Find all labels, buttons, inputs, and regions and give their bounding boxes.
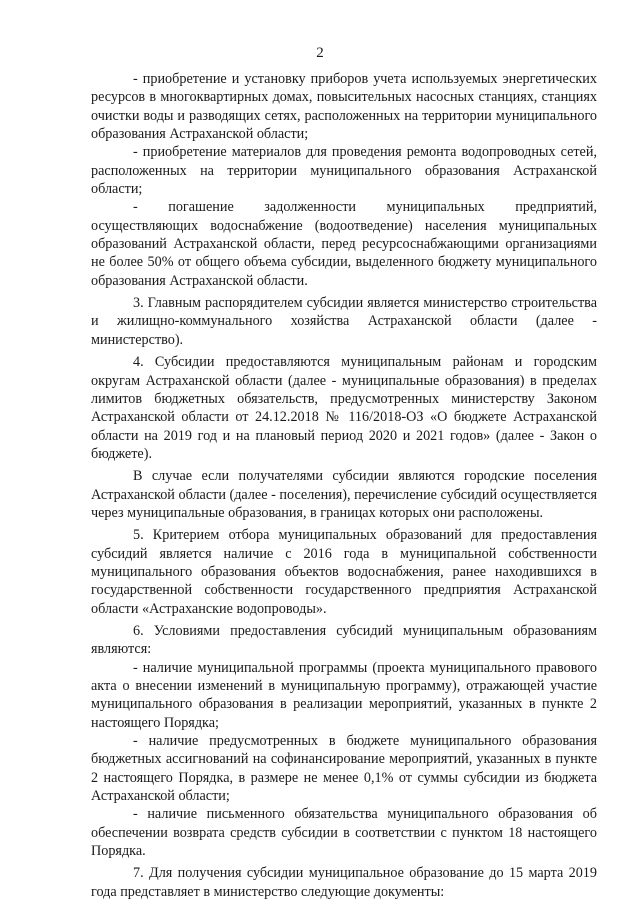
page-number: 2	[316, 45, 324, 61]
paragraph-condition-budget: - наличие предусмотренных в бюджете муниципального образования бюджетных ассигнований на софинансирование мероприятий, указанных в пункте 2 настоящего Порядка, в размере не менее 0,1% от суммы субсидии из бюджета Астраханской области;	[91, 733, 597, 805]
paragraph-item-6: 6. Условиями предоставления субсидий муниципальным образованиям являются:	[91, 622, 597, 658]
paragraph-condition-obligation: - наличие письменного обязательства муниципального образования об обеспечении возврата средств субсидии в соответствии с пунктом 18 настоящего Порядка.	[91, 806, 597, 860]
paragraph-settlements: В случае если получателями субсидии являются городские поселения Астраханской области (далее - поселения), перечисление субсидий осуществляется через муниципальные образования, в границах которых они расположены.	[91, 468, 597, 521]
paragraph-debt-repayment: - погашение задолженности муниципальных предприятий, осуществляющих водоснабжение (водоотведение) населения муниципальных образований Астраханской области, перед ресурсоснабжающими организациями не более 50% от общего объема субсидии, выделенного бюджету муниципального образования Астраханской области.	[91, 199, 597, 289]
paragraph-item-3: 3. Главным распорядителем субсидии является министерство строительства и жилищно-коммунального хозяйства Астраханской области (далее - министерство).	[91, 295, 597, 348]
paragraph-water-network-repair: - приобретение материалов для проведения ремонта водопроводных сетей, расположенных на территории муниципального образования Астраханской области;	[91, 144, 597, 198]
document-body	[91, 70, 597, 901]
paragraph-condition-program: - наличие муниципальной программы (проекта муниципального правового акта о внесении изменений в муниципальную программу), отражающей участие муниципального образования в реализации мероприятий, указанных в пункте 2 настоящего Порядка;	[91, 659, 597, 731]
paragraph-item-4: 4. Субсидии предоставляются муниципальным районам и городским округам Астраханской области (далее - муниципальные образования) в пределах лимитов бюджетных обязательств, предусмотренных министерству Законом Астраханской области от 24.12.2018 № 116/2018-ОЗ «О бюджете Астраханской области на 2019 год и на плановый период 2020 и 2021 годов» (далее - Закон о бюджете).	[91, 354, 597, 462]
paragraph-item-7: 7. Для получения субсидии муниципальное образование до 15 марта 2019 года представляет в министерство следующие документы:	[91, 865, 597, 900]
paragraph-item-5: 5. Критерием отбора муниципальных образований для предоставления субсидий является наличие с 2016 года в муниципальной собственности муниципального образования объектов водоснабжения, ранее находившихся в государственной собственности государственного предприятия Астраханской области «Астраханские водопроводы».	[91, 527, 597, 617]
paragraph-energy-meters: - приобретение и установку приборов учета используемых энергетических ресурсов в многоквартирных домах, повысительных насосных станциях, станциях очистки воды и разводящих сетях, расположенных на территории муниципального образования Астраханской области;	[91, 71, 597, 143]
